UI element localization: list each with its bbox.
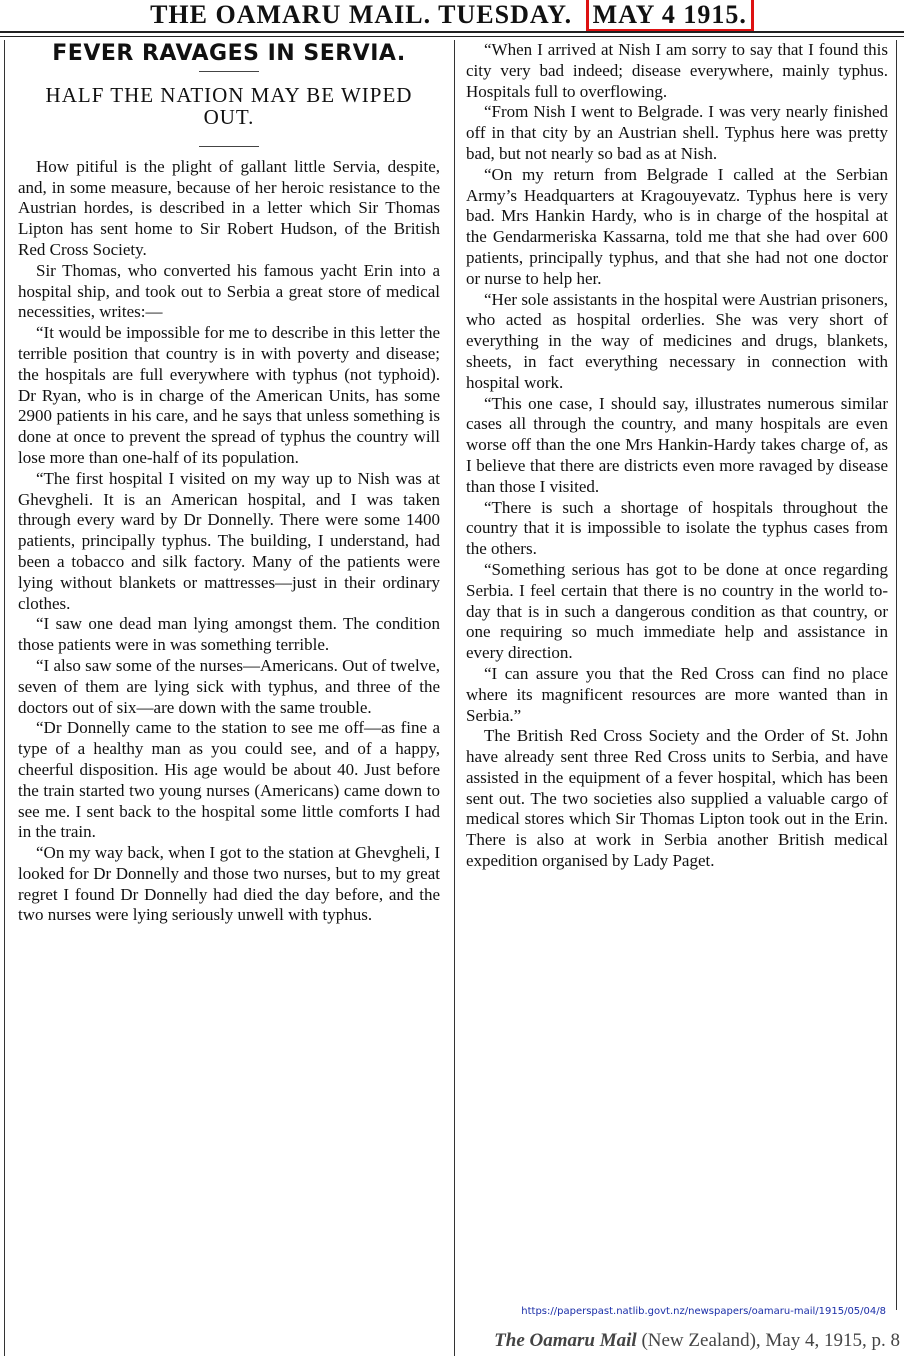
publication-day: TUESDAY. (438, 0, 573, 29)
caption-paper-title: The Oamaru Mail (494, 1330, 637, 1351)
article-column-left (18, 40, 440, 1356)
paper-name: THE OAMARU MAIL. (150, 0, 432, 29)
paragraph: “Her sole assistants in the hospital were Austrian prisoners, who acted as hospital orderlies. She was very short of everything in the way of medicines and drugs, blankets, sheets, in fact everything necessary in connection with hospital work. (466, 289, 888, 392)
paragraph: “This one case, I should say, illustrates numerous similar cases all through the country, and many hospitals are even worse off than the one Mrs Hankin-Hardy takes charge of, as I believe that there are districts even more ravaged by disease than those I visited. (466, 393, 888, 496)
masthead (0, 0, 904, 30)
masthead-rule-thin (0, 36, 904, 37)
paragraph: “Dr Donnelly came to the station to see me off—as fine a type of a healthy man as you could see, and of a happy, cheerful disposition. His age would be about 40. Just before the train started two young nurses (Americans) came down to see me. I sent back to the hospital some little comforts I had in the train. (18, 718, 440, 842)
source-caption (444, 1330, 900, 1352)
paragraph: “I also saw some of the nurses—Americans. Out of twelve, seven of them are lying sick with typhus, and three of the doctors out of six—are down with the same trouble. (18, 655, 440, 717)
caption-details: (New Zealand), May 4, 1915, p. 8 (636, 1330, 900, 1351)
column-rule-middle (454, 40, 455, 1356)
paragraph: “On my way back, when I got to the station at Ghevgheli, I looked for Dr Donnelly and those two nurses, but to my great regret I found Dr Donnelly had died the day before, and the two nurses were lying seriously unwell with typhus. (18, 843, 440, 925)
paragraph: “I saw one dead man lying amongst them. The condition those patients were in was something terrible. (18, 614, 440, 655)
article-headline: FEVER RAVAGES IN SERVIA. (52, 41, 406, 66)
paragraph: “From Nish I went to Belgrade. I was very nearly finished off in that city by an Austrian shell. Typhus here was pretty bad, but not nearly so bad as at Nish. (466, 102, 888, 163)
paragraph: “There is such a shortage of hospitals throughout the country that it is impossible to isolate the typhus cases from the others. (466, 497, 888, 559)
subheadline-divider (199, 146, 259, 147)
paragraph: “When I arrived at Nish I am sorry to say that I found this city very bad indeed; disease everywhere, mainly typhus. Hospitals full to overflowing. (466, 40, 888, 101)
publication-date: MAY 4 1915. (586, 0, 754, 32)
source-link[interactable]: https://paperspast.natlib.govt.nz/newspapers/oamaru-mail/1915/05/04/8 (521, 1306, 886, 1317)
headline-divider (199, 71, 259, 72)
paragraph: “I can assure you that the Red Cross can find no place where its magnificent resources are more wanted than in Serbia.” (466, 663, 888, 725)
masthead-rule (0, 31, 904, 33)
article-column-right (466, 40, 888, 1310)
article-subheadline: HALF THE NATION MAY BE WIPED OUT. (45, 82, 413, 129)
paragraph: “On my return from Belgrade I called at the Serbian Army’s Headquarters at Kragouyevatz. Typhus here is very bad. Mrs Hankin Hardy, who is in charge of the hospital at the Gendarmeriska Kassarna, told me that she had over 600 patients, principally typhus, and that she had not one doctor or nurse to help her. (466, 164, 888, 288)
paragraph: “It would be impossible for me to describe in this letter the terrible position that country is in with poverty and disease; the hospitals are full everywhere with typhus (not typhoid). Dr Ryan, who is in charge of the American Units, has some 2900 patients in his care, and he says that unless something is done at once to prevent the spread of typhus the country will lose more than one-half of its population. (18, 323, 440, 467)
paragraph: The British Red Cross Society and the Order of St. John have already sent three Red Cross units to Serbia, and have assisted in the equipment of a fever hospital, which has been sent out. The two societies also supplied a valuable cargo of medical stores which Sir Thomas Lipton took out in the Erin. There is also at work in Serbia another British medical expedition organised by Lady Paget. (466, 726, 888, 871)
paragraph: “Something serious has got to be done at once regarding Serbia. I feel certain that there is no country in the world to-day that is in such a dangerous condition as that country, or one requiring so much immediate help and assistance in every direction. (466, 559, 888, 663)
paragraph: “The first hospital I visited on my way up to Nish was at Ghevgheli. It is an American hospital, and I was taken through every ward by Dr Donnelly. There were some 1400 patients, principally typhus. The building, I understand, had been a tobacco and silk factory. Many of the patients were lying without blankets or mattresses—just in their ordinary clothes. (18, 468, 440, 613)
paragraph: Sir Thomas, who converted his famous yacht Erin into a hospital ship, and took out to Serbia a great store of medical necessities, writes:— (18, 260, 440, 322)
column-rule-right (896, 40, 897, 1310)
paragraph: How pitiful is the plight of gallant little Servia, despite, and, in some measure, because of her heroic resistance to the Austrian hordes, is described in a letter which Sir Thomas Lipton has sent home to Sir Robert Hudson, of the British Red Cross Society. (18, 156, 440, 259)
column-rule-left (4, 40, 5, 1356)
